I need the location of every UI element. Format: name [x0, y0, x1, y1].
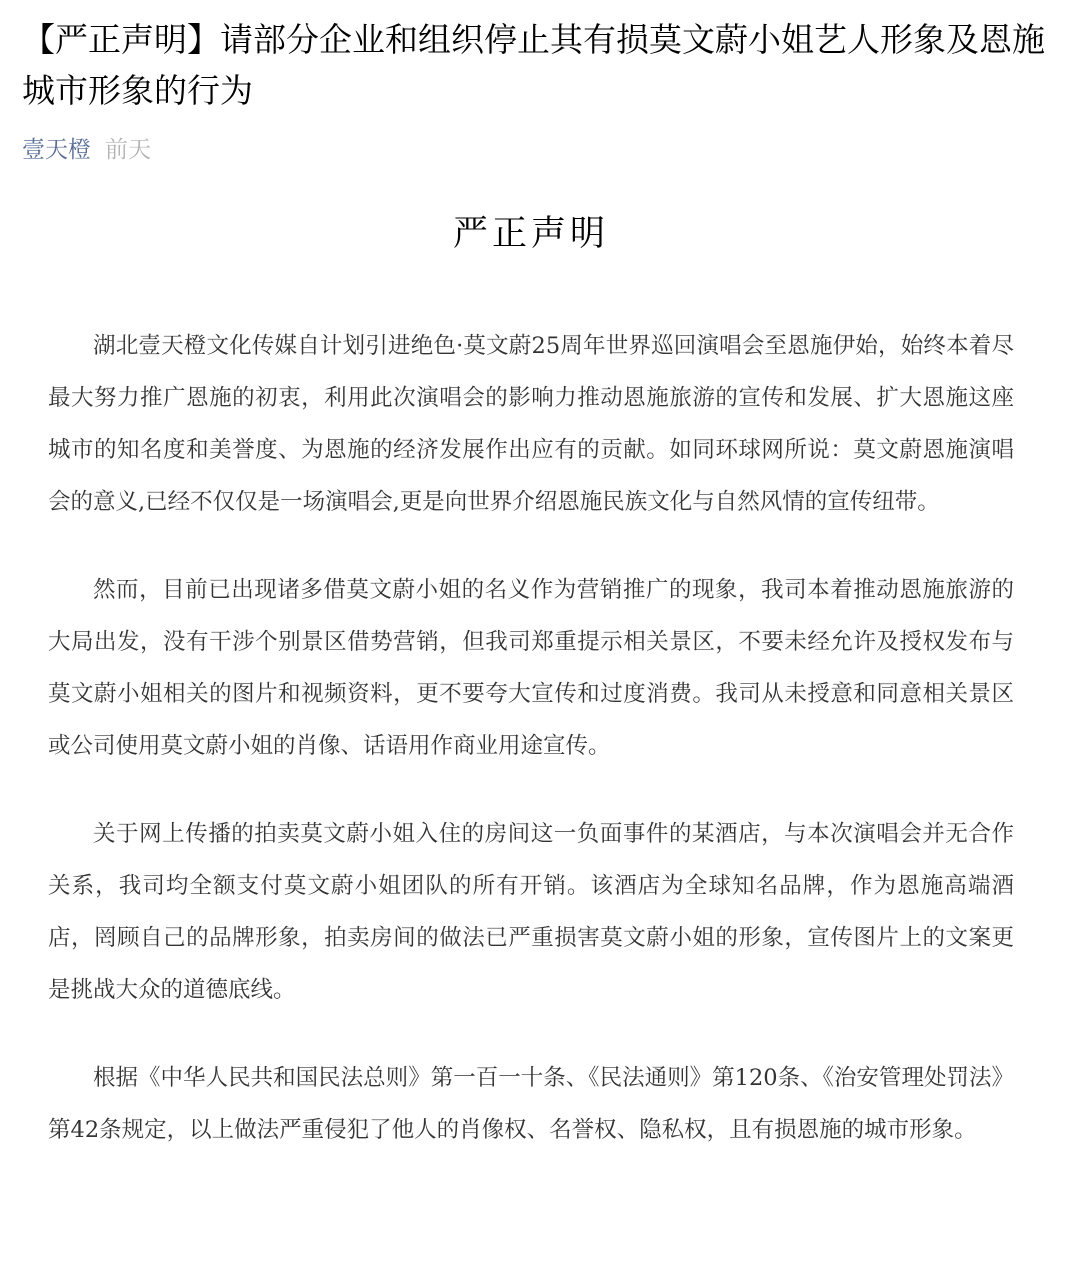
paragraph-3: 关于网上传播的拍卖莫文蔚小姐入住的房间这一负面事件的某酒店，与本次演唱会并无合作关系，我司均全额支付莫文蔚小姐团队的所有开销。该酒店为全球知名品牌，作为恩施高端酒店，罔顾自己的品牌形象，拍卖房间的做法已严重损害莫文蔚小姐的形象，宣传图片上的文案更是挑战大众的道德底线。	[48, 821, 1014, 1003]
statement-heading: 严正声明	[452, 214, 609, 254]
paragraph-1: 湖北壹天橙文化传媒自计划引进绝色·莫文蔚25周年世界巡回演唱会至恩施伊始，始终本着尽最大努力推广恩施的初衷，利用此次演唱会的影响力推动恩施旅游的宣传和发展、扩大恩施这座城市的知名度和美誉度、为恩施的经济发展作出应有的贡献。如同环球网所说：莫文蔚恩施演唱会的意义,已经不仅仅是一场演唱会,更是向世界介绍恩施民族文化与自然风情的宣传纽带。	[48, 333, 1014, 515]
article-meta	[22, 133, 1052, 167]
article-content	[48, 200, 1014, 1156]
publish-time: 前天	[105, 137, 151, 163]
article-header	[22, 0, 1052, 167]
article-title: 【严正声明】请部分企业和组织停止其有损莫文蔚小姐艺人形象及恩施城市形象的行为	[22, 20, 1045, 110]
author-link[interactable]: 壹天橙	[22, 137, 91, 163]
paragraph-2: 然而，目前已出现诸多借莫文蔚小姐的名义作为营销推广的现象，我司本着推动恩施旅游的大局出发，没有干涉个别景区借势营销，但我司郑重提示相关景区，不要未经允许及授权发布与莫文蔚小姐相关的图片和视频资料，更不要夸大宣传和过度消费。我司从未授意和同意相关景区或公司使用莫文蔚小姐的肖像、话语用作商业用途宣传。	[48, 577, 1014, 759]
paragraph-4: 根据《中华人民共和国民法总则》第一百一十条、《民法通则》第120条、《治安管理处罚法》第42条规定，以上做法严重侵犯了他人的肖像权、名誉权、隐私权，且有损恩施的城市形象。	[48, 1065, 1014, 1143]
